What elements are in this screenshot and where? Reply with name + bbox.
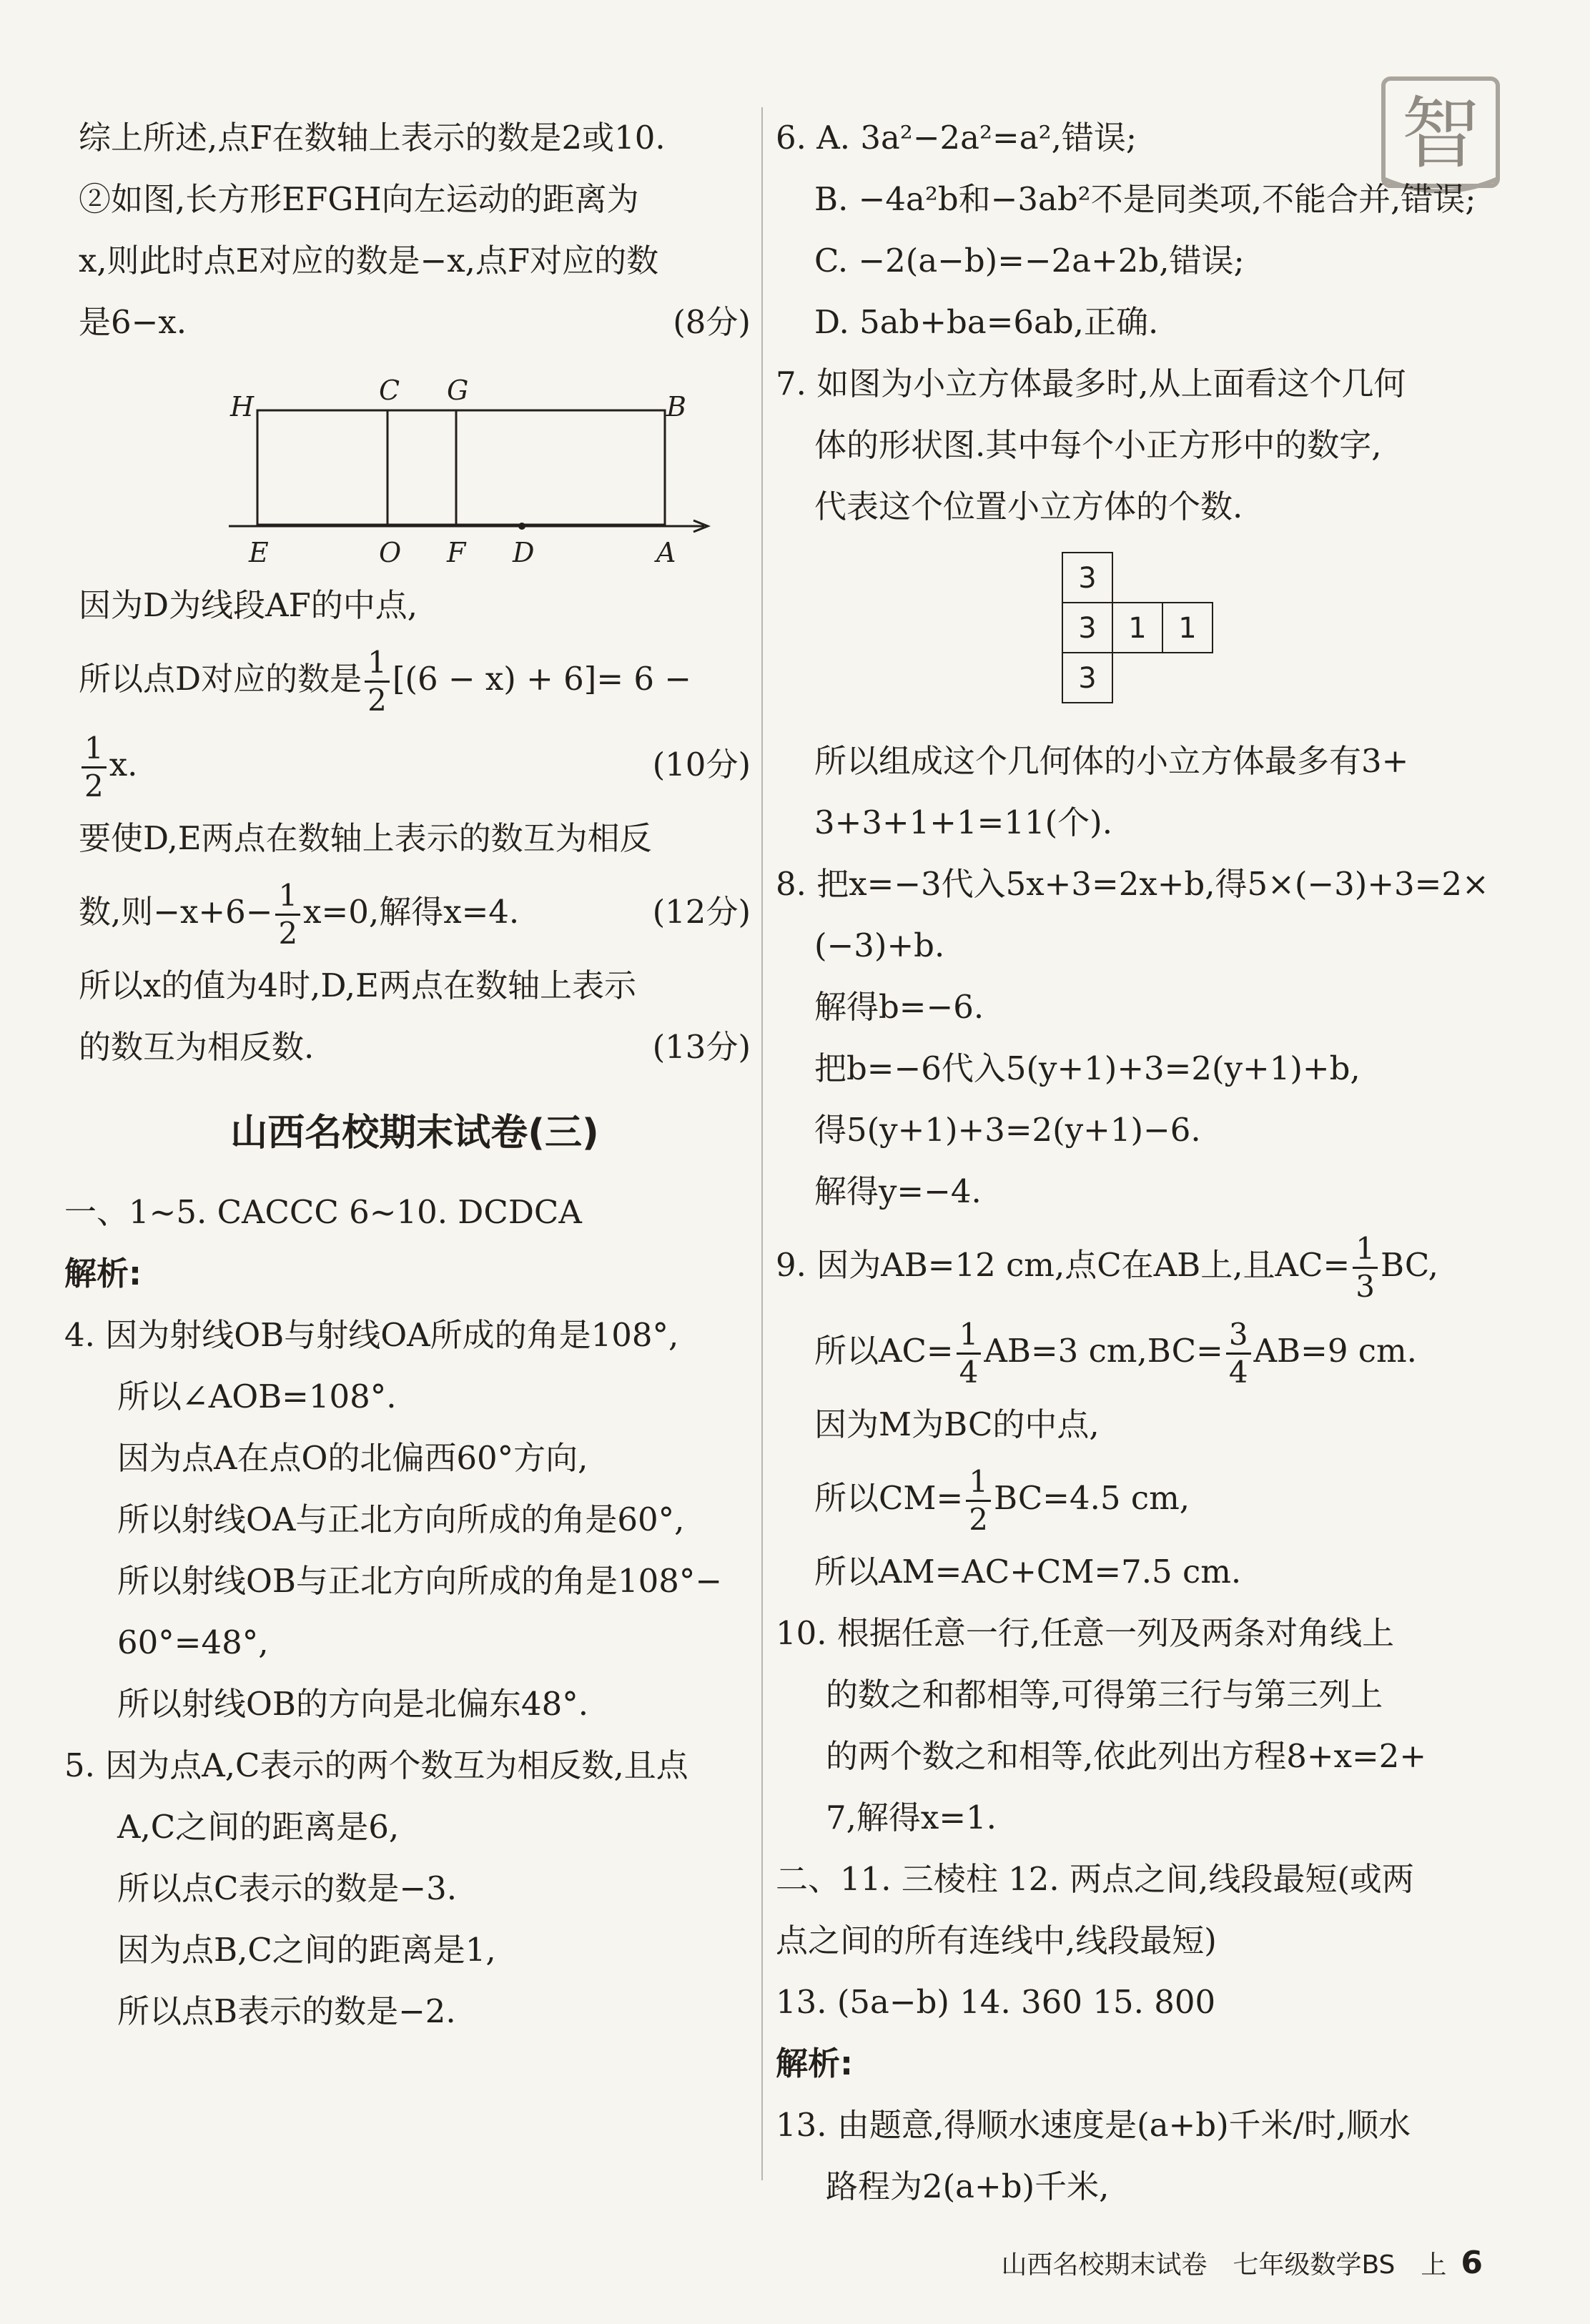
- grid-cell: 3: [1062, 602, 1113, 653]
- label-D: D: [513, 537, 535, 568]
- text-line: A,C之间的距离是6,: [117, 1808, 400, 1846]
- text-line: 所以射线OB的方向是北偏东48°.: [117, 1685, 589, 1723]
- text-line: B. −4a²b和−3ab²不是同类项,不能合并,错误;: [814, 180, 1476, 218]
- top-view-grid: [776, 545, 1491, 716]
- text-line: 所以AC= $\frac{1}{4}$ AB=3 cm,BC= $\frac{3}{4}$ AB=9 cm.: [814, 1317, 1417, 1390]
- text-line: 解得b=−6.: [814, 988, 984, 1026]
- text-line: 10. 根据任意一行,任意一列及两条对角线上: [776, 1614, 1395, 1652]
- label-B: B: [666, 391, 686, 422]
- text-line: x,则此时点E对应的数是−x,点F对应的数: [79, 242, 659, 280]
- label-O: O: [379, 537, 402, 568]
- fraction: $\frac{1}{2}$: [82, 731, 107, 804]
- text-line: 的数之和都相等,可得第三行与第三列上: [826, 1676, 1383, 1714]
- text-line: 代表这个位置小立方体的个数.: [814, 488, 1243, 525]
- score: (8分): [673, 303, 751, 341]
- text-line: 的数互为相反数. (13分): [79, 1017, 751, 1078]
- page-footer: [1001, 2245, 1483, 2281]
- answer-line: 13. (5a−b) 14. 360 15. 800: [776, 1983, 1216, 2021]
- text-line: 所以点D对应的数是 $\frac{1}{2}$ [(6 − x) + 6]= 6 −: [79, 645, 691, 718]
- right-column: [776, 107, 1491, 2217]
- section-title: 山西名校期末试卷(三): [230, 1112, 599, 1154]
- score: (12分): [652, 893, 751, 931]
- text-line: 因为D为线段AF的中点,: [79, 586, 418, 624]
- fraction: $\frac{3}{4}$: [1226, 1317, 1251, 1390]
- text-line: 的两个数之和相等,依此列出方程8+x=2+: [826, 1737, 1427, 1775]
- label-G: G: [447, 375, 469, 406]
- text-line: 得5(y+1)+3=2(y+1)−6.: [814, 1111, 1201, 1149]
- text-line: C. −2(a−b)=−2a+2b,错误;: [814, 242, 1245, 280]
- text-line: 9. 因为AB=12 cm,点C在AB上,且AC= $\frac{1}{3}$ BC,: [776, 1231, 1438, 1304]
- grid-cell: 1: [1112, 602, 1163, 653]
- text-line: 是6−x. (8分): [79, 292, 751, 353]
- text-line: 要使D,E两点在数轴上表示的数互为相反: [79, 819, 652, 857]
- text-line: (−3)+b.: [814, 926, 945, 964]
- text-line: D. 5ab+ba=6ab,正确.: [814, 303, 1159, 341]
- text-line: 7,解得x=1.: [826, 1799, 997, 1836]
- text-line: 所以∠AOB=108°.: [117, 1378, 397, 1415]
- text-line: 因为M为BC的中点,: [814, 1405, 1100, 1443]
- label-F: F: [447, 537, 466, 568]
- grid-cell: 1: [1162, 602, 1213, 653]
- answer-line: 点之间的所有连线中,线段最短): [776, 1922, 1217, 1959]
- text-line: 路程为2(a+b)千米,: [826, 2167, 1110, 2205]
- text-line: 所以射线OB与正北方向所成的角是108°−: [117, 1562, 723, 1600]
- text-line: 所以AM=AC+CM=7.5 cm.: [814, 1553, 1242, 1591]
- text-line: 6. A. 3a²−2a²=a²,错误;: [776, 119, 1137, 157]
- text-line: 数,则−x+6− $\frac{1}{2}$ x=0,解得x=4. (12分): [79, 869, 751, 955]
- analysis-heading: 解析:: [64, 1255, 142, 1292]
- score: (10分): [652, 746, 751, 783]
- score: (13分): [652, 1028, 751, 1066]
- text-line: 所以点B表示的数是−2.: [117, 1992, 456, 2030]
- left-column: [64, 107, 751, 2042]
- grid-cell: 3: [1062, 552, 1113, 603]
- text-line: 所以组成这个几何体的小立方体最多有3+: [814, 742, 1409, 780]
- answer-line: 二、11. 三棱柱 12. 两点之间,线段最短(或两: [776, 1860, 1414, 1898]
- number-line-figure: [79, 367, 751, 568]
- text-line: 把b=−6代入5(y+1)+3=2(y+1)+b,: [814, 1049, 1361, 1087]
- text-line: 7. 如图为小立方体最多时,从上面看这个几何: [776, 365, 1406, 402]
- text-line: 所以x的值为4时,D,E两点在数轴上表示: [79, 966, 636, 1004]
- text-line: 所以点C表示的数是−3.: [117, 1869, 458, 1907]
- logo-char: 智: [1401, 88, 1480, 179]
- analysis-heading: 解析:: [776, 2044, 853, 2082]
- text-line: 解得y=−4.: [814, 1172, 982, 1210]
- fraction: $\frac{1}{2}$: [365, 645, 390, 718]
- text-line: 综上所述,点F在数轴上表示的数是2或10.: [79, 119, 666, 157]
- text-line: ②如图,长方形EFGH向左运动的距离为: [79, 180, 639, 218]
- column-divider: [761, 107, 763, 2180]
- fraction: $\frac{1}{4}$: [957, 1317, 982, 1390]
- fraction: $\frac{1}{3}$: [1353, 1231, 1378, 1305]
- text-line: 4. 因为射线OB与射线OA所成的角是108°,: [64, 1316, 679, 1354]
- grid-cell: 3: [1062, 652, 1113, 703]
- label-A: A: [656, 537, 676, 568]
- text-line: 3+3+1+1=11(个).: [814, 803, 1113, 841]
- label-E: E: [249, 537, 269, 568]
- fraction: $\frac{1}{2}$: [275, 878, 300, 951]
- text-line: 所以射线OA与正北方向所成的角是60°,: [117, 1500, 685, 1538]
- page-number: 6: [1461, 2245, 1483, 2281]
- answer-line: 一、1~5. CACCC 6~10. DCDCA: [64, 1193, 582, 1231]
- text-line: 体的形状图.其中每个小正方形中的数字,: [814, 426, 1382, 464]
- text-line: 13. 由题意,得顺水速度是(a+b)千米/时,顺水: [776, 2106, 1411, 2144]
- footer-text: 山西名校期末试卷 七年级数学BS 上: [1001, 2250, 1447, 2280]
- text-line: 所以CM= $\frac{1}{2}$ BC=4.5 cm,: [814, 1464, 1190, 1537]
- text-line: $\frac{1}{2}$ x. (10分): [79, 722, 751, 808]
- label-C: C: [379, 375, 400, 406]
- label-H: H: [230, 391, 255, 422]
- text-line: 8. 把x=−3代入5x+3=2x+b,得5×(−3)+3=2×: [776, 865, 1489, 903]
- fraction: $\frac{1}{2}$: [966, 1464, 991, 1538]
- text-line: 因为点B,C之间的距离是1,: [117, 1931, 496, 1969]
- text-line: 60°=48°,: [117, 1623, 269, 1661]
- text-line: 5. 因为点A,C表示的两个数互为相反数,且点: [64, 1746, 688, 1784]
- text-line: 因为点A在点O的北偏西60°方向,: [117, 1439, 588, 1477]
